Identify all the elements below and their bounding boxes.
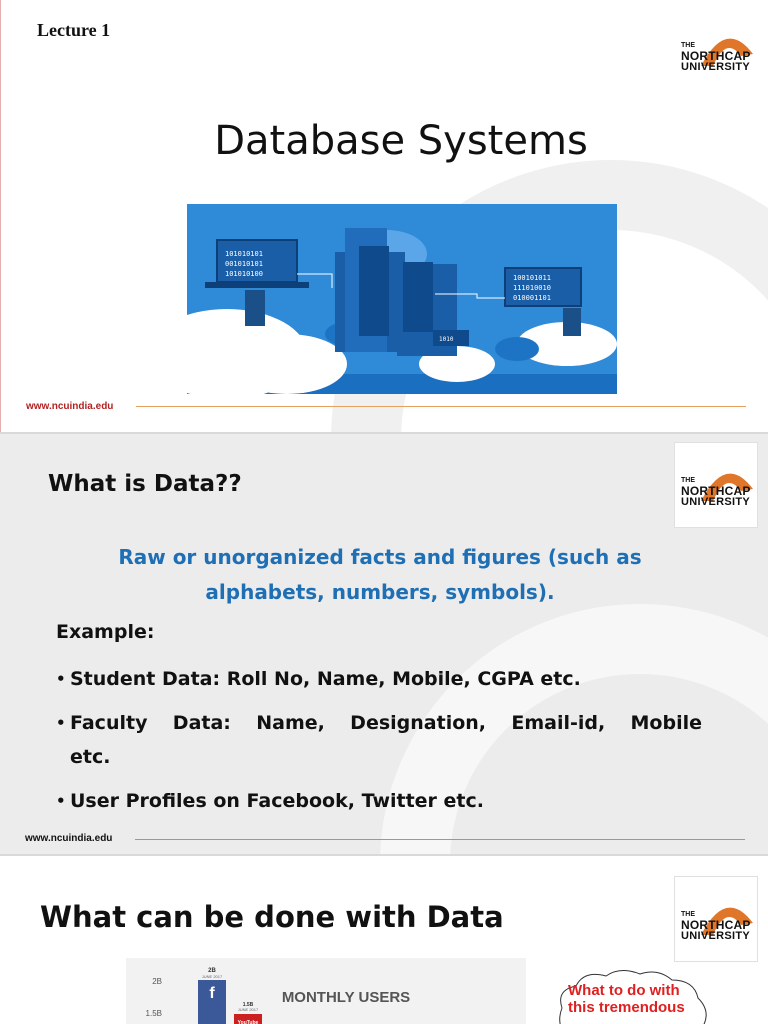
logo-line-2: NORTHCAP xyxy=(681,484,751,498)
logo-line-1: THE xyxy=(681,911,695,918)
monthly-users-chart xyxy=(126,958,526,1024)
database-illustration xyxy=(187,204,617,394)
binary-text-7: 1010 xyxy=(439,336,454,343)
logo-line-3: UNIVERSITY xyxy=(681,496,751,508)
bullet-icon: • xyxy=(56,670,66,688)
university-logo xyxy=(674,876,758,962)
logo-line-3: UNIVERSITY xyxy=(681,61,751,73)
bar-date-facebook: JUNE 2017 xyxy=(201,974,223,979)
binary-text-5: 111010010 xyxy=(513,284,551,292)
chart-title: MONTHLY USERS xyxy=(281,989,411,1006)
binary-text-3: 101010100 xyxy=(225,270,263,278)
example-list xyxy=(56,662,702,828)
youtube-icon: YouTube xyxy=(237,1020,259,1024)
list-item-text: Student Data: Roll No, Name, Mobile, CGPA etc. xyxy=(70,668,581,690)
y-tick-1-5b: 1.5B xyxy=(145,1009,162,1018)
logo-line-2: NORTHCAP xyxy=(681,918,751,932)
slide-2 xyxy=(0,434,768,854)
list-item xyxy=(56,662,702,696)
binary-text-6: 010001101 xyxy=(513,294,551,302)
bar-label-facebook: 2B xyxy=(208,968,216,974)
footer-divider xyxy=(136,406,746,407)
bullet-icon: • xyxy=(56,714,66,732)
logo-line-1: THE xyxy=(681,477,695,484)
example-label: Example: xyxy=(56,621,155,643)
logo-line-2: NORTHCAP xyxy=(681,49,751,63)
slide-title: Database Systems xyxy=(214,118,588,164)
lecture-label: Lecture 1 xyxy=(37,20,111,40)
facebook-icon: f xyxy=(209,985,215,1002)
university-logo xyxy=(675,22,759,86)
footer-divider xyxy=(135,839,745,840)
binary-text-4: 100101011 xyxy=(513,274,551,282)
footer-url[interactable]: www.ncuindia.edu xyxy=(26,401,114,412)
list-item-text: User Profiles on Facebook, Twitter etc. xyxy=(70,790,484,812)
bullet-icon: • xyxy=(56,792,66,810)
bubble-text: What to do with this tremendous xyxy=(568,982,685,1016)
binary-text-1: 101010101 xyxy=(225,250,263,258)
list-item xyxy=(56,784,702,818)
footer-url[interactable]: www.ncuindia.edu xyxy=(25,833,113,844)
slide-3 xyxy=(0,856,768,1024)
data-definition: Raw or unorganized facts and figures (such as alphabets, numbers, symbols). xyxy=(118,545,642,604)
slide-heading: What can be done with Data xyxy=(40,900,504,934)
university-logo xyxy=(674,442,758,528)
slide-heading: What is Data?? xyxy=(48,471,242,497)
y-tick-2b: 2B xyxy=(152,977,162,986)
slide-1 xyxy=(0,0,768,432)
binary-text-2: 001010101 xyxy=(225,260,263,268)
logo-line-1: THE xyxy=(681,42,695,49)
logo-line-3: UNIVERSITY xyxy=(681,930,751,942)
list-item-text: Faculty Data: Name, Designation, Email-id, Mobile etc. xyxy=(70,712,702,768)
bar-label-youtube: 1.5B xyxy=(242,1002,254,1008)
list-item xyxy=(56,706,702,774)
bar-date-youtube: JUNE 2017 xyxy=(237,1007,259,1012)
